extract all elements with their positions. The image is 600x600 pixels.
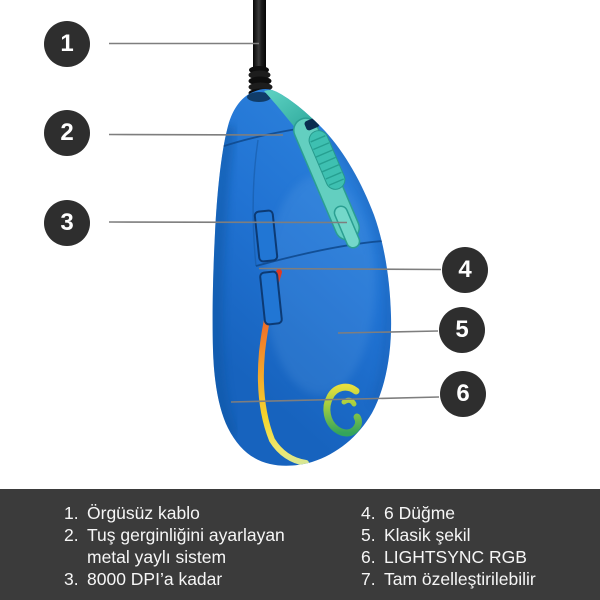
legend-item-text: Klasik şekil <box>384 525 471 545</box>
legend-item-text: 6 Düğme <box>384 503 456 523</box>
body-highlight <box>265 175 375 395</box>
legend-item-number: 5. <box>361 525 376 545</box>
legend-item-1 <box>64 502 302 524</box>
mouse-cable <box>249 0 274 103</box>
callout-line-2 <box>109 135 283 136</box>
legend-item-text: Örgüsüz kablo <box>87 503 200 523</box>
legend-item-number: 3. <box>64 569 79 589</box>
legend-item-5 <box>361 524 536 546</box>
legend-item-text: LIGHTSYNC RGB <box>384 547 527 567</box>
callout-badge-1: 1 <box>44 21 90 67</box>
side-button-forward <box>254 210 277 262</box>
legend-item-text: Tuş gerginliğini ayarlayan metal yaylı sistem <box>87 525 285 567</box>
feature-legend-bar <box>0 489 600 600</box>
legend-item-2 <box>64 524 302 568</box>
legend-item-4 <box>361 502 536 524</box>
legend-column-right <box>361 502 536 590</box>
legend-item-number: 6. <box>361 547 376 567</box>
legend-item-number: 4. <box>361 503 376 523</box>
legend-column-left <box>64 502 302 590</box>
mouse-body <box>213 89 391 466</box>
callout-badge-4: 4 <box>442 247 488 293</box>
callout-line-3 <box>109 222 347 223</box>
callout-line-4 <box>259 269 441 270</box>
legend-item-number: 2. <box>64 525 79 545</box>
legend-item-number: 7. <box>361 569 376 589</box>
callout-badge-6: 6 <box>440 371 486 417</box>
callout-badge-2: 2 <box>44 110 90 156</box>
legend-item-3 <box>64 568 302 590</box>
legend-item-6 <box>361 546 536 568</box>
legend-item-7 <box>361 568 536 590</box>
legend-item-number: 1. <box>64 503 79 523</box>
callout-badge-3: 3 <box>44 200 90 246</box>
callout-badge-5: 5 <box>439 307 485 353</box>
legend-item-text: 8000 DPI’a kadar <box>87 569 223 589</box>
legend-item-text: Tam özelleştirilebilir <box>384 569 536 589</box>
